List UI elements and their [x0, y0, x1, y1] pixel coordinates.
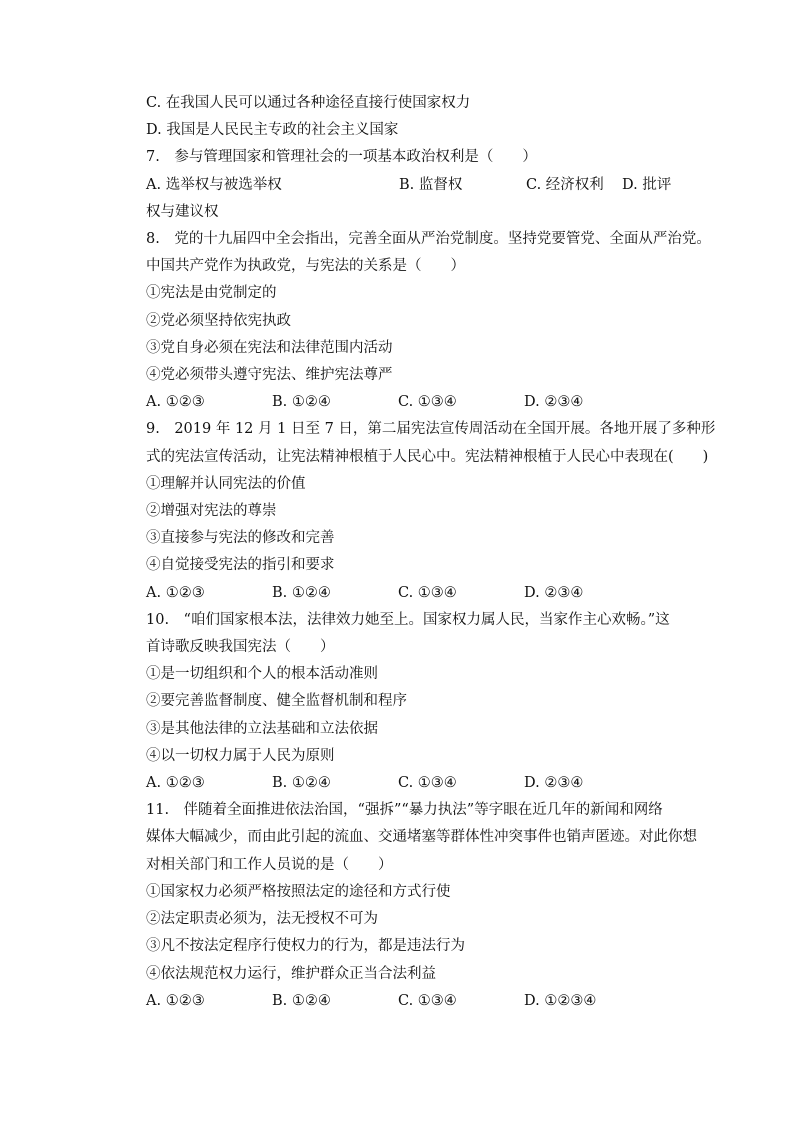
question-8-option-d: D. ②③④ — [524, 394, 584, 411]
question-11-option-d: D. ①②③④ — [524, 992, 597, 1009]
prev-option-c: C. 在我国人民可以通过各种途径直接行使国家权力 — [146, 95, 471, 111]
document-page — [146, 90, 716, 1015]
question-9-option-c: C. ①③④ — [398, 584, 457, 601]
question-10-statement-4: ④以一切权力属于人民为原则 — [146, 747, 335, 764]
question-10-statement-2: ②要完善监督制度、健全监督机制和程序 — [146, 693, 407, 710]
question-9-option-b: B. ①②④ — [272, 584, 331, 601]
question-11-statement-4: ④依法规范权力运行，维护群众正当合法利益 — [146, 965, 436, 982]
question-9-statement-4: ④自觉接受宪法的指引和要求 — [146, 557, 335, 574]
question-7-option-d: D. 批评 — [622, 176, 672, 193]
question-11-statement-2: ②法定职责必须为，法无授权不可为 — [146, 911, 378, 928]
question-11-stem-line-3: 对相关部门和工作人员说的是（ ） — [146, 856, 393, 873]
question-8-statement-1: ①宪法是由党制定的 — [146, 285, 277, 302]
question-10-statement-3: ③是其他法律的立法基础和立法依据 — [146, 720, 378, 737]
question-8-options — [146, 389, 686, 416]
question-8-option-b: B. ①②④ — [272, 394, 331, 411]
question-10-stem-line-2: 首诗歌反映我国宪法（ ） — [146, 639, 335, 656]
question-7-option-a: A. 选举权与被选举权 — [146, 176, 282, 193]
question-11-option-c: C. ①③④ — [398, 992, 457, 1009]
prev-option-d: D. 我国是人民民主专政的社会主义国家 — [146, 122, 399, 139]
question-7-option-d-continued: 权与建议权 — [146, 203, 219, 220]
question-8-stem-line-1: 8. 党的十九届四中全会指出，完善全面从严治党制度。坚持党要管党、全面从严治党。 — [146, 231, 711, 248]
question-9-statement-3: ③直接参与宪法的修改和完善 — [146, 530, 335, 547]
question-10-options — [146, 770, 686, 797]
question-10-option-d: D. ②③④ — [524, 775, 584, 792]
question-11-options — [146, 988, 686, 1015]
question-8-statement-2: ②党必须坚持依宪执政 — [146, 312, 291, 329]
question-11-statement-1: ①国家权力必须严格按照法定的途径和方式行使 — [146, 883, 451, 900]
question-11-statement-3: ③凡不按法定程序行使权力的行为，都是违法行为 — [146, 938, 465, 955]
question-11-option-b: B. ①②④ — [272, 992, 331, 1009]
question-10-statement-1: ①是一切组织和个人的根本活动准则 — [146, 666, 378, 683]
question-10-option-c: C. ①③④ — [398, 775, 457, 792]
question-7-options — [146, 172, 686, 199]
question-7-stem: 7. 参与管理国家和管理社会的一项基本政治权利是（ ） — [146, 149, 537, 166]
question-8-stem-line-2: 中国共产党作为执政党，与宪法的关系是（ ） — [146, 258, 465, 275]
question-9-stem-line-2: 式的宪法宣传活动，让宪法精神根植于人民心中。宪法精神根植于人民心中表现在( ) — [146, 448, 709, 465]
question-11-stem-line-1: 11. 伴随着全面推进依法治国，“强拆”“暴力执法”等字眼在近几年的新闻和网络 — [146, 802, 663, 819]
question-7-option-b: B. 监督权 — [399, 176, 463, 193]
question-9-options — [146, 580, 686, 607]
question-9-stem-line-1: 9. 2019 年 12 月 1 日至 7 日，第二届宪法宣传周活动在全国开展。各地开展了多种形 — [146, 421, 716, 438]
question-10-option-a: A. ①②③ — [146, 775, 205, 792]
question-11-option-a: A. ①②③ — [146, 992, 205, 1009]
question-8-statement-4: ④党必须带头遵守宪法、维护宪法尊严 — [146, 367, 393, 384]
question-8-option-c: C. ①③④ — [398, 394, 457, 411]
question-9-statement-1: ①理解并认同宪法的价值 — [146, 475, 306, 492]
question-7-option-c: C. 经济权利 — [526, 176, 604, 193]
question-10-stem-line-1: 10. “咱们国家根本法，法律效力她至上。国家权力属人民，当家作主心欢畅。”这 — [146, 611, 670, 628]
question-9-option-d: D. ②③④ — [524, 584, 584, 601]
question-9-statement-2: ②增强对宪法的尊崇 — [146, 503, 277, 520]
question-9-option-a: A. ①②③ — [146, 584, 205, 601]
question-11-stem-line-2: 媒体大幅减少，而由此引起的流血、交通堵塞等群体性冲突事件也销声匿迹。对此你想 — [146, 829, 697, 846]
question-8-option-a: A. ①②③ — [146, 394, 205, 411]
question-8-statement-3: ③党自身必须在宪法和法律范围内活动 — [146, 339, 393, 356]
question-10-option-b: B. ①②④ — [272, 775, 331, 792]
